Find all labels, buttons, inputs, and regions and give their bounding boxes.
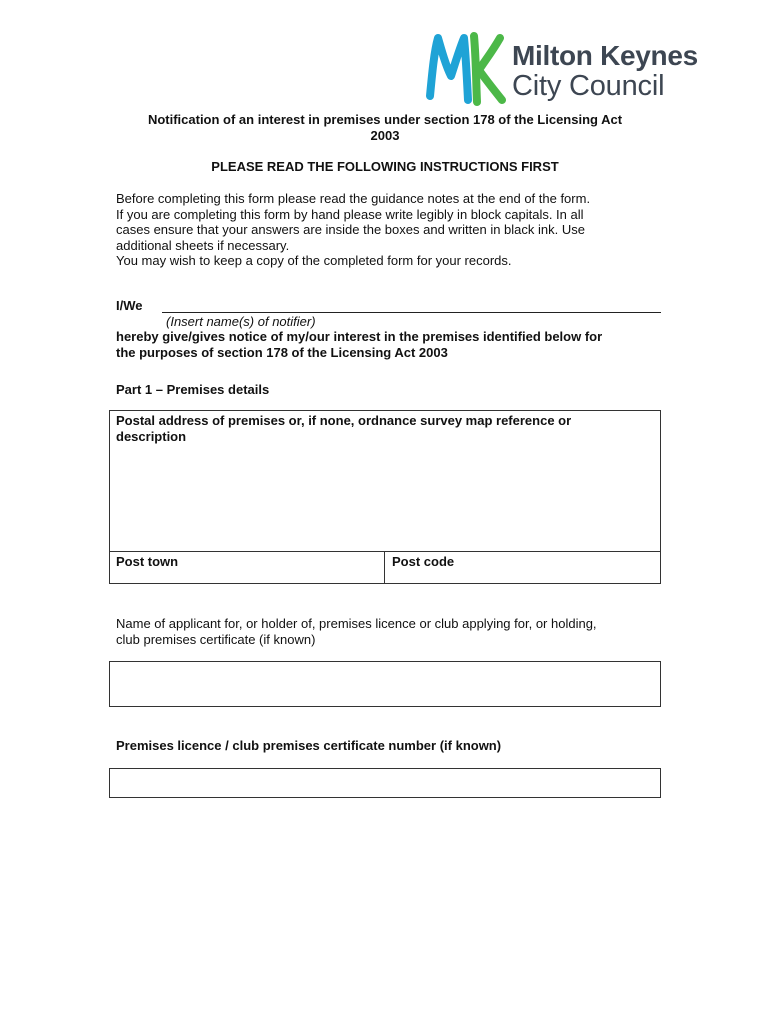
post-town-label: Post town — [116, 554, 179, 569]
instructions-heading: PLEASE READ THE FOLLOWING INSTRUCTIONS FIRST — [211, 159, 559, 174]
notice-line2: the purposes of section 178 of the Licensing Act 2003 — [116, 345, 448, 360]
premises-address-label-line1: Postal address of premises or, if none, ordnance survey map reference or — [116, 413, 572, 428]
logo-name-line2: City Council — [512, 70, 665, 102]
instructions-line: If you are completing this form by hand please write legibly in block capitals. In all — [116, 206, 584, 222]
applicant-name-field[interactable] — [109, 661, 661, 707]
post-code-label: Post code — [392, 554, 455, 569]
notifier-label: I/We — [116, 298, 143, 313]
notice-line1: hereby give/gives notice of my/our interest in the premises identified below for — [116, 329, 603, 344]
part1-heading: Part 1 – Premises details — [116, 382, 270, 397]
instructions-text — [116, 191, 656, 269]
instructions-line: Before completing this form please read the guidance notes at the end of the form. — [116, 191, 591, 206]
form-title-line1: Notification of an interest in premises under section 178 of the Licensing Act — [147, 112, 623, 127]
mk-logo-mark-icon — [424, 30, 506, 108]
premises-address-label — [116, 413, 646, 445]
licence-number-label: Premises licence / club premises certificate number (if known) — [116, 738, 502, 753]
form-title — [110, 112, 660, 144]
instructions-line: cases ensure that your answers are inside the boxes and written in black ink. Use — [116, 222, 585, 237]
applicant-label-line2: club premises certificate (if known) — [116, 632, 316, 647]
postcode-divider — [384, 551, 385, 584]
address-divider — [109, 551, 661, 552]
logo-name-line1: Milton Keynes — [512, 40, 698, 71]
instructions-line: You may wish to keep a copy of the completed form for your records. — [116, 253, 512, 268]
premises-address-label-line2: description — [116, 429, 187, 444]
notice-statement — [116, 329, 661, 361]
instructions-line: additional sheets if necessary. — [116, 237, 290, 253]
form-title-line2: 2003 — [370, 128, 400, 143]
notifier-hint: (Insert name(s) of notifier) — [166, 314, 316, 329]
applicant-label-line1: Name of applicant for, or holder of, premises licence or club applying for, or holding, — [116, 616, 597, 631]
licence-number-field[interactable] — [109, 768, 661, 798]
notifier-name-field[interactable] — [162, 312, 661, 313]
applicant-label — [116, 616, 656, 648]
council-logo — [424, 30, 730, 108]
